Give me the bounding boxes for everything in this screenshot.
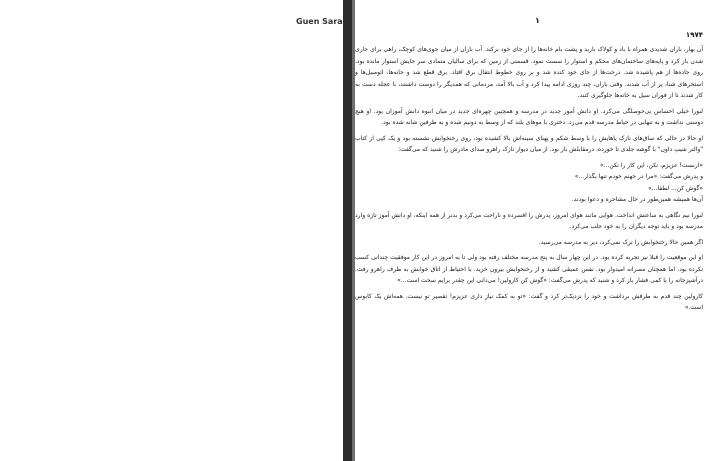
- right-page: [355, 0, 709, 461]
- paragraph: لنورا نیم نگاهی به ساعتش انداخت. هوایی مانند هوای امروز، پدرش را افسرده و ناراحت می‌کرد و بدتر از همه اینکه، او دانش آموز تازه وارد مدرسه بود و باید توجه دیگران را به خود جلب می‌کرد.: [355, 211, 703, 230]
- left-page: [0, 0, 343, 461]
- dialogue-line: «گوش کن... لطفا...»: [648, 184, 703, 192]
- paragraph: او این موقعیت را قبلا نیز تجربه کرده بود. در این چهار سال به پنج مدرسه مختلف رفته بود ولی تا به امروز در این کار موفقیت چندانی کسب نکرده بود. اما همچنان مصرانه امیدوار بود. نفس عمیقی کشید و از رختخوابش بیرون خزید. با احتیاط از اتاق خوابش به طرف راهرو رفت. درآشپزخانه را با کمی فشار باز کرد و شنید که پدرش می‌گفت: «گوش کن کارولین! می‌دانی این چقدر برایم سخت است...»: [355, 254, 703, 284]
- paragraph: لنورا خیلی احساس بی‌حوصلگی می‌کرد. او دانش آموز جدید در مدرسه و همچنین چهره‌ای جدید در میان انبوه دانش آموزان بود. او هیچ دوستی نداشت و به تنهایی در حیاط مدرسه قدم می‌زد. دختری با موهای بلند که از وسط به دونیم شده و به طرفین شانه شده بود.: [355, 107, 703, 126]
- page-gutter: [343, 0, 355, 461]
- paragraph: او حالا در حالی که ساق‌های نازک پاهایش را با وسط شکم و پهنای سینه‌اش بالا کشیده بود، روی رختخوابش نشسته بود و یک کپی از کتاب "والتر شیپ داون" با گوشه جلدی تا خورده، درمقابلش باز بود. از میان دیوار نازک راهرو صدای مادرش را شنید که می‌گفت:: [355, 134, 703, 153]
- paragraph: آن‌ها همیشه همین‌طور در حال مشاجره و دعوا بودند.: [571, 196, 703, 203]
- dialogue-line: و پدرش می‌گفت: «مرا در جهنم خودم تنها بگذار...»: [574, 173, 703, 180]
- chapter-year-heading: ۱۹۷۴: [685, 31, 703, 39]
- running-header-author: Guen Sara: [296, 17, 343, 26]
- dialogue-line: «ارنست! عزیزم، نکن، این کار را نکن...»: [599, 161, 703, 169]
- page-number: ۱: [535, 16, 540, 25]
- paragraph: آن بهار، باران شدیدی همراه با باد و کولاک بارید و پشت بام خانه‌ها را از جای خود برکند. آب باران از میان جوی‌های کوچک، راهی برای جاری شدن باز کرد و پایه‌های ساختمان‌های محکم و استوار را سست نمود. قسمتی از زمین که برای سالیان متمادی سر جایش استوار مانده بود، روی جاده‌ها از هم پاشیده شد. درخت‌ها از جای خود کنده شد و بر روی خطوط انتقال برق افتاد. برق قطع شد و خانه‌ها، اتومبیل‌ها و استخرهای شنا، پر از آب شدند. وقتی باران، چند روزی ادامه پیدا کرد و آب بالا آمد، مردمانی که همدیگر را دوست داشتند، با عجله دست به کار شدند تا از فوران سیل به خانه‌ها جلوگیری کنند.: [355, 46, 703, 99]
- paragraph: کارولین چند قدم به طرفش برداشت و خود را نزدیک‌تر کرد و گفت: «تو به کمک نیاز داری عزیزم! تقصیر تو نیست. همه‌اش یک کابوس است.»: [355, 292, 703, 311]
- body-text: [355, 44, 703, 318]
- paragraph: اگر همین حالا رختخوابش را ترک نمی‌کرد، دیر به مدرسه می‌رسید.: [538, 238, 703, 246]
